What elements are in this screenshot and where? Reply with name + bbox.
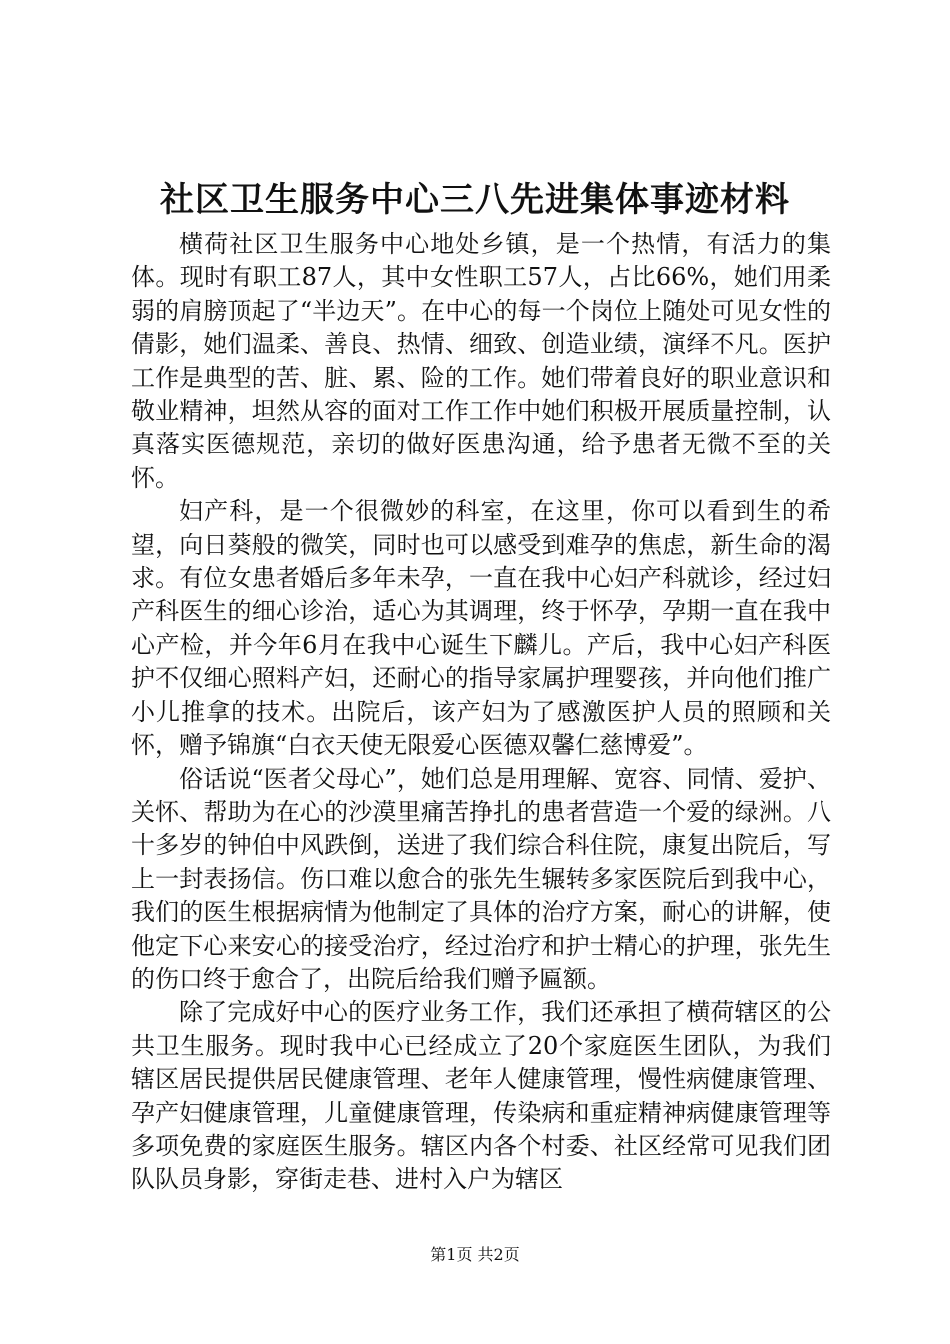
page-number-footer: 第1页 共2页 — [430, 1245, 520, 1264]
document-body — [131, 228, 831, 1197]
document-title: 社区卫生服务中心三八先进集体事迹材料 — [160, 180, 790, 220]
paragraph-2: 妇产科，是一个很微妙的科室，在这里，你可以看到生的希望，向日葵般的微笑，同时也可以感受到难孕的焦虑，新生命的渴求。有位女患者婚后多年未孕，一直在我中心妇产科就诊，经过妇产科医生的细心诊治，适心为其调理，终于怀孕，孕期一直在我中心产检，并今年6月在我中心诞生下麟儿。产后，我中心妇产科医护不仅细心照料产妇，还耐心的指导家属护理婴孩，并向他们推广小儿推拿的技术。出院后，该产妇为了感激医护人员的照顾和关怀，赠予锦旗“白衣天使无限爱心医德双馨仁慈博爱”。 — [131, 497, 831, 760]
paragraph-3: 俗话说“医者父母心”，她们总是用理解、宽容、同情、爱护、关怀、帮助为在心的沙漠里痛苦挣扎的患者营造一个爱的绿洲。八十多岁的钟伯中风跌倒，送进了我们综合科住院，康复出院后，写上一封表扬信。伤口难以愈合的张先生辗转多家医院后到我中心，我们的医生根据病情为他制定了具体的治疗方案，耐心的讲解，使他定下心来安心的接受治疗，经过治疗和护士精心的护理，张先生的伤口终于愈合了，出院后给我们赠予匾额。 — [131, 764, 831, 993]
paragraph-4: 除了完成好中心的医疗业务工作，我们还承担了横荷辖区的公共卫生服务。现时我中心已经成立了20个家庭医生团队，为我们辖区居民提供居民健康管理、老年人健康管理，慢性病健康管理、孕产妇健康管理，儿童健康管理，传染病和重症精神病健康管理等多项免费的家庭医生服务。辖区内各个村委、社区经常可见我们团队队员身影，穿街走巷、进村入户为辖区 — [131, 998, 831, 1194]
paragraph-1: 横荷社区卫生服务中心地处乡镇，是一个热情，有活力的集体。现时有职工87人，其中女性职工57人，占比66%，她们用柔弱的肩膀顶起了“半边天”。在中心的每一个岗位上随处可见女性的倩影，她们温柔、善良、热情、细致、创造业绩，演绎不凡。医护工作是典型的苦、脏、累、险的工作。她们带着良好的职业意识和敬业精神，坦然从容的面对工作工作中她们积极开展质量控制，认真落实医德规范，亲切的做好医患沟通，给予患者无微不至的关怀。 — [131, 230, 831, 492]
